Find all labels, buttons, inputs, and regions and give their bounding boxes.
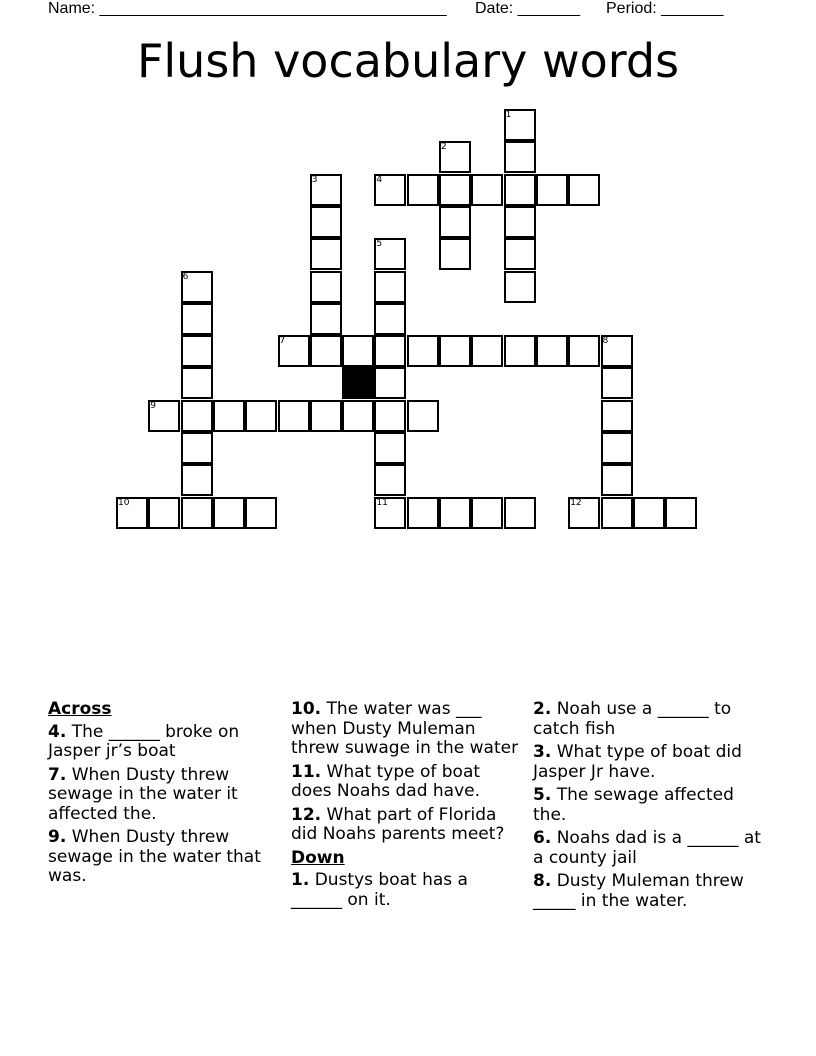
clue-number: 7. [48,764,67,785]
grid-cell[interactable] [374,432,406,464]
page-title: Flush vocabulary words [136,34,680,88]
clue-across-10 [291,700,521,759]
grid-cell[interactable] [504,271,536,303]
clue-number: 4. [48,721,67,742]
clue-number-label: 1 [505,110,512,120]
clue-number: 1. [291,870,310,890]
grid-cell[interactable] [148,497,180,529]
grid-cell[interactable] [601,400,633,432]
grid-cell[interactable] [310,335,342,367]
grid-cell[interactable] [568,174,600,206]
clue-number-label: 8 [602,336,609,347]
grid-cell[interactable] [601,367,633,399]
grid-cell[interactable] [601,432,633,464]
grid-cell[interactable] [536,335,568,367]
grid-cell[interactable] [181,303,213,335]
grid-cell[interactable] [374,335,406,367]
clue-text: The sewage affected the. [533,785,734,825]
clue-number-label: 4 [376,174,383,185]
clue-across-9 [48,828,280,887]
grid-cell[interactable] [407,400,439,432]
clue-text: When Dusty threw sewage in the water that was. [48,827,261,886]
clue-text: What type of boat did Jasper Jr have. [533,742,742,782]
blocked-cell [342,367,374,399]
grid-cell[interactable] [374,400,406,432]
grid-cell[interactable] [504,206,536,238]
grid-cell[interactable] [374,271,406,303]
grid-cell[interactable] [471,335,503,367]
clue-number: 10. [291,699,322,719]
clue-down-6 [533,829,763,868]
grid-cell[interactable] [407,174,439,206]
clue-number-label: 5 [376,239,383,250]
grid-cell[interactable] [536,174,568,206]
grid-cell[interactable] [504,335,536,367]
grid-cell[interactable] [601,497,633,529]
grid-cell[interactable] [374,303,406,335]
grid-cell[interactable] [310,238,342,270]
clue-number-label: 12 [570,497,582,508]
grid-cell[interactable] [439,335,471,367]
clue-text: The ______ broke on Jasper jr’s boat [48,721,240,761]
grid-cell[interactable] [471,174,503,206]
clue-across-12 [291,806,521,845]
grid-cell[interactable] [181,497,213,529]
grid-cell[interactable] [407,335,439,367]
grid-cell[interactable] [181,400,213,432]
clue-number: 12. [291,804,322,825]
grid-cell[interactable] [439,174,471,206]
clue-across-11 [291,763,521,802]
clue-number-label: 9 [150,400,157,411]
grid-cell[interactable] [245,497,277,529]
clue-number-label: 11 [376,497,388,508]
clue-number-label: 6 [182,271,189,282]
grid-cell[interactable] [439,238,471,270]
clue-down-1 [291,871,521,910]
clues-column-1 [48,700,280,891]
down-heading: Down [291,847,345,868]
clue-text: The water was ___ when Dusty Muleman threw suwage in the water [291,699,519,758]
clue-text: Noah use a ______ to catch fish [533,699,732,739]
clue-number: 9. [48,827,67,847]
grid-cell[interactable] [213,400,245,432]
grid-cell[interactable] [504,141,536,173]
grid-cell[interactable] [181,335,213,367]
grid-cell[interactable] [181,432,213,464]
clue-text: What part of Florida did Noahs parents meet? [291,804,505,844]
grid-cell[interactable] [245,400,277,432]
grid-cell[interactable] [342,400,374,432]
grid-cell[interactable] [342,335,374,367]
clue-number: 6. [533,828,552,848]
clue-number: 2. [533,699,552,719]
clue-number: 5. [533,785,552,805]
clue-down-3 [533,743,763,782]
clue-text: Dustys boat has a ______ on it. [291,870,468,910]
grid-cell[interactable] [181,367,213,399]
clue-text: What type of boat does Noahs dad have. [291,761,481,801]
grid-cell[interactable] [504,497,536,529]
clue-number: 11. [291,761,322,782]
clue-number-label: 2 [441,142,447,153]
grid-cell[interactable] [310,206,342,238]
grid-cell[interactable] [633,497,665,529]
clue-text: When Dusty threw sewage in the water it affected the. [48,764,238,824]
clue-across-4 [48,723,280,762]
across-heading: Across [48,699,112,719]
date-field[interactable]: Date: _______ [475,0,580,17]
clue-number-label: 3 [311,174,318,185]
grid-cell[interactable] [439,206,471,238]
clue-number: 8. [533,871,552,891]
clue-text: Dusty Muleman threw _____ in the water. [533,871,744,911]
period-field[interactable]: Period: _______ [606,0,724,17]
clues-column-2 [291,700,521,914]
grid-cell[interactable] [439,497,471,529]
grid-cell[interactable] [310,400,342,432]
grid-cell[interactable] [278,400,310,432]
clue-number: 3. [533,742,552,762]
clues-column-3 [533,700,763,915]
grid-cell[interactable] [374,464,406,496]
clue-down-2 [533,700,763,739]
clue-down-5 [533,786,763,825]
grid-cell[interactable] [504,238,536,270]
name-field[interactable]: Name: _______________________________________ [48,0,447,17]
grid-cell[interactable] [374,367,406,399]
clue-number-label: 10 [118,497,130,508]
clue-across-7 [48,766,280,825]
grid-cell[interactable] [310,303,342,335]
clue-number-label: 7 [279,336,286,347]
grid-cell[interactable] [568,335,600,367]
grid-cell[interactable] [407,497,439,529]
clue-down-8 [533,872,763,911]
grid-cell[interactable] [213,497,245,529]
grid-cell[interactable] [504,174,536,206]
grid-cell[interactable] [181,464,213,496]
clue-text: Noahs dad is a ______ at a county jail [533,828,761,868]
grid-cell[interactable] [665,497,697,529]
grid-cell[interactable] [601,464,633,496]
grid-cell[interactable] [310,271,342,303]
grid-cell[interactable] [471,497,503,529]
